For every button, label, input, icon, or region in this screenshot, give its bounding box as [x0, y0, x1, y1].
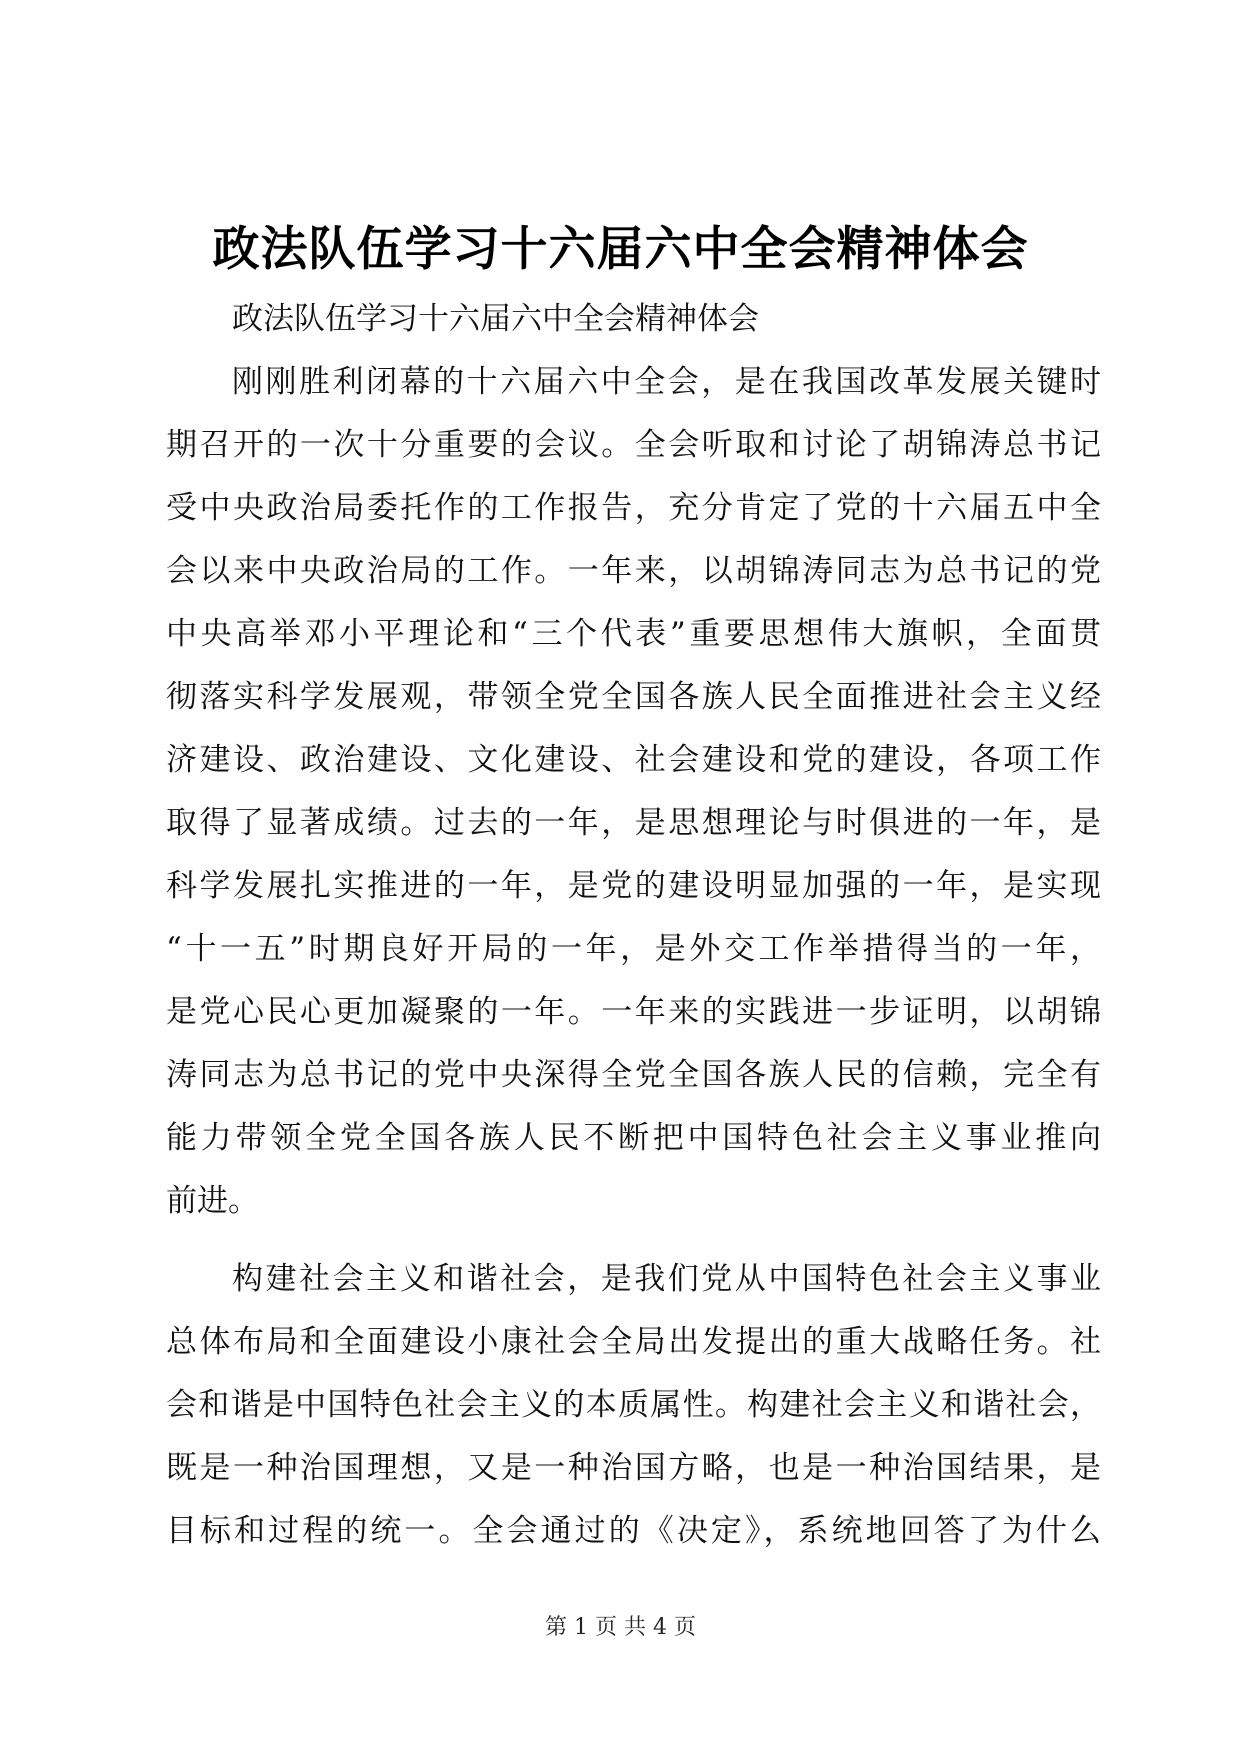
document-subtitle: 政法队伍学习十六届六中全会精神体会 — [232, 301, 759, 337]
paragraph-1-line: 刚刚胜利闭幕的十六届六中全会，是在我国改革发展关键时 — [232, 364, 1101, 400]
page-number-footer: 第 1 页 共 4 页 — [545, 1615, 696, 1640]
document-body — [166, 288, 1101, 1563]
paragraph-spacer — [166, 1233, 1101, 1248]
document-title: 政法队伍学习十六届六中全会精神体会 — [212, 222, 1029, 277]
paragraph-1-line: 彻落实科学发展观，带领全党全国各族人民全面推进社会主义经 — [166, 679, 1101, 715]
paragraph-2-line: 构建社会主义和谐社会，是我们党从中国特色社会主义事业 — [232, 1261, 1101, 1297]
paragraph-1-line: 会以来中央政治局的工作。一年来，以胡锦涛同志为总书记的党 — [166, 553, 1101, 589]
paragraph-1-line: “十一五”时期良好开局的一年，是外交工作举措得当的一年， — [166, 931, 1101, 967]
paragraph-1-line: 中央高举邓小平理论和“三个代表”重要思想伟大旗帜，全面贯 — [166, 616, 1101, 652]
paragraph-1-line: 济建设、政治建设、文化建设、社会建设和党的建设，各项工作 — [166, 742, 1101, 778]
paragraph-2-line: 既是一种治国理想，又是一种治国方略，也是一种治国结果，是 — [166, 1450, 1101, 1486]
paragraph-1-line: 前进。 — [166, 1183, 259, 1219]
paragraph-2-line: 会和谐是中国特色社会主义的本质属性。构建社会主义和谐社会， — [166, 1387, 1101, 1423]
paragraph-2-line: 总体布局和全面建设小康社会全局出发提出的重大战略任务。社 — [166, 1324, 1101, 1360]
paragraph-1-line: 取得了显著成绩。过去的一年，是思想理论与时俱进的一年，是 — [166, 805, 1101, 841]
paragraph-1-line: 是党心民心更加凝聚的一年。一年来的实践进一步证明，以胡锦 — [166, 994, 1101, 1030]
paragraph-1-line: 科学发展扎实推进的一年，是党的建设明显加强的一年，是实现 — [166, 868, 1101, 904]
paragraph-1-line: 能力带领全党全国各族人民不断把中国特色社会主义事业推向 — [166, 1120, 1101, 1156]
paragraph-1-line: 期召开的一次十分重要的会议。全会听取和讨论了胡锦涛总书记 — [166, 427, 1101, 463]
paragraph-1-line: 受中央政治局委托作的工作报告，充分肯定了党的十六届五中全 — [166, 490, 1101, 526]
paragraph-2-line: 目标和过程的统一。全会通过的《决定》，系统地回答了为什么 — [166, 1513, 1101, 1549]
paragraph-1-line: 涛同志为总书记的党中央深得全党全国各族人民的信赖，完全有 — [166, 1057, 1101, 1093]
